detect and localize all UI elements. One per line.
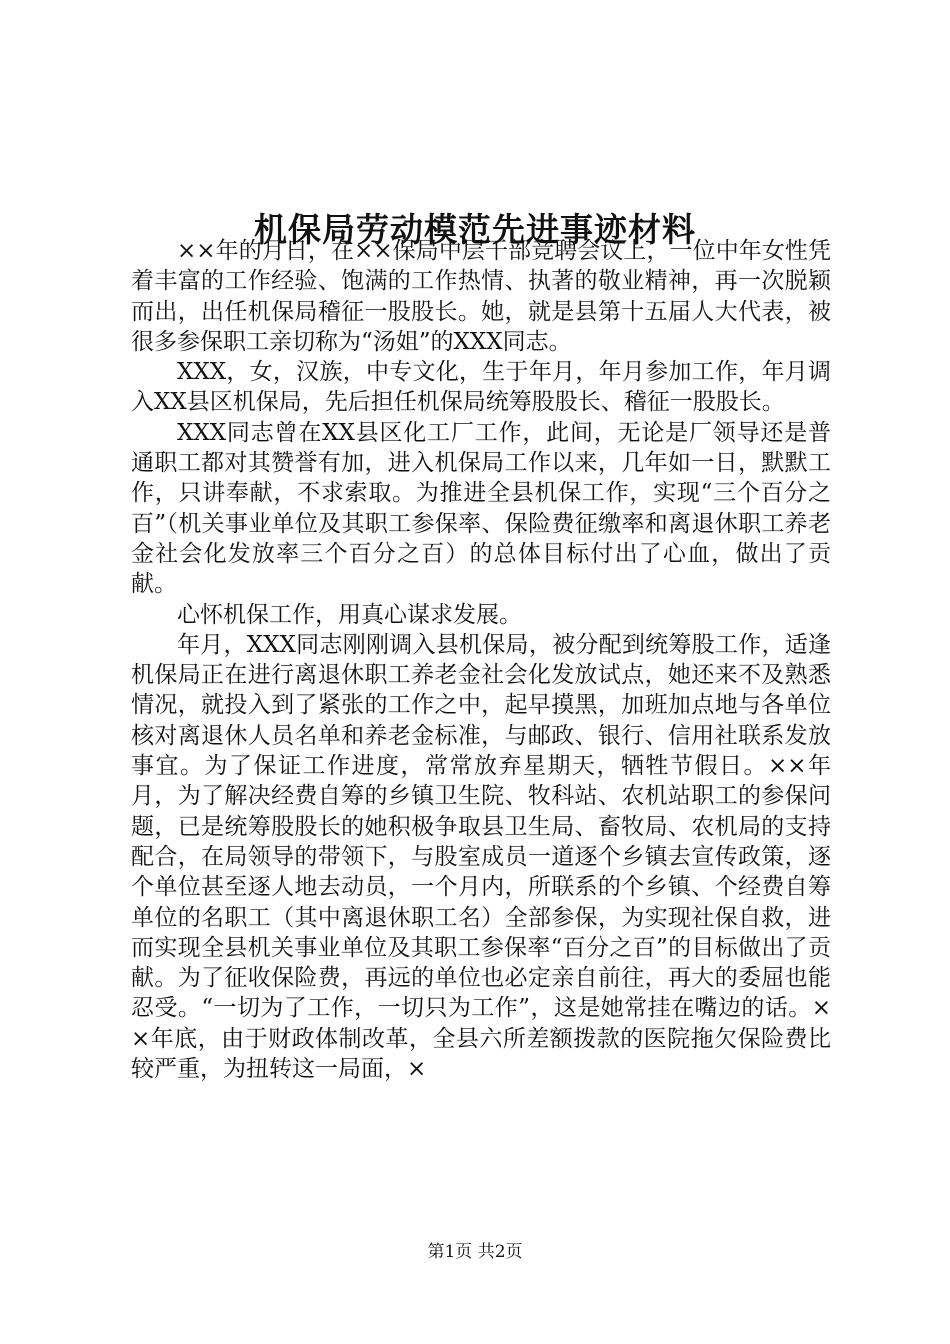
- paragraph-profile: XXX，女，汉族，中专文化，生于年月，年月参加工作，年月调入XX县区机保局，先后担任机保局统筹股股长、稽征一股股长。: [131, 359, 831, 416]
- document-body: [131, 236, 831, 1084]
- document-title: 机保局劳动模范先进事迹材料: [254, 210, 696, 250]
- paragraph-background: XXX同志曾在XX县区化工厂工作，此间，无论是厂领导还是普通职工都对其赞誉有加，进入机保局工作以来，几年如一日，默默工作，只讲奉献，不求索取。为推进全县机保工作，实现“三个百分之百”（机关事业单位及其职工参保率、保险费征缴率和离退休职工养老金社会化发放率三个百分之百）的总体目标付出了心血，做出了贡献。: [131, 419, 831, 598]
- page-footer: 第1页 共2页: [427, 1242, 523, 1262]
- paragraph-details: 年月，XXX同志刚刚调入县机保局，被分配到统筹股工作，适逢机保局正在进行离退休职工养老金社会化发放试点，她还来不及熟悉情况，就投入到了紧张的工作之中，起早摸黑，加班加点地与各单位核对离退休人员名单和养老金标准，与邮政、银行、信用社联系发放事宜。为了保证工作进度，常常放弃星期天，牺牲节假日。××年月，为了解决经费自筹的乡镇卫生院、牧科站、农机站职工的参保问题，已是统筹股股长的她积极争取县卫生局、畜牧局、农机局的支持配合，在局领导的带领下，与股室成员一道逐个乡镇去宣传政策，逐个单位甚至逐人地去动员，一个月内，所联系的个乡镇、个经费自筹单位的名职工（其中离退休职工名）全部参保，为实现社保自救，进而实现全县机关事业单位及其职工参保率“百分之百”的目标做出了贡献。为了征收保险费，再远的单位也必定亲自前往，再大的委屈也能忍受。“一切为了工作，一切只为工作”，这是她常挂在嘴边的话。××年底，由于财政体制改革，全县六所差额拨款的医院拖欠保险费比较严重，为扭转这一局面，×: [131, 631, 831, 1083]
- paragraph-heading: 心怀机保工作，用真心谋求发展。: [177, 601, 522, 628]
- paragraph-intro: ××年的月日，在××保局中层干部竞聘会议上，一位中年女性凭着丰富的工作经验、饱满的工作热情、执著的敬业精神，再一次脱颖而出，出任机保局稽征一股股长。她，就是县第十五届人大代表，被很多参保职工亲切称为“汤姐”的XXX同志。: [131, 238, 831, 355]
